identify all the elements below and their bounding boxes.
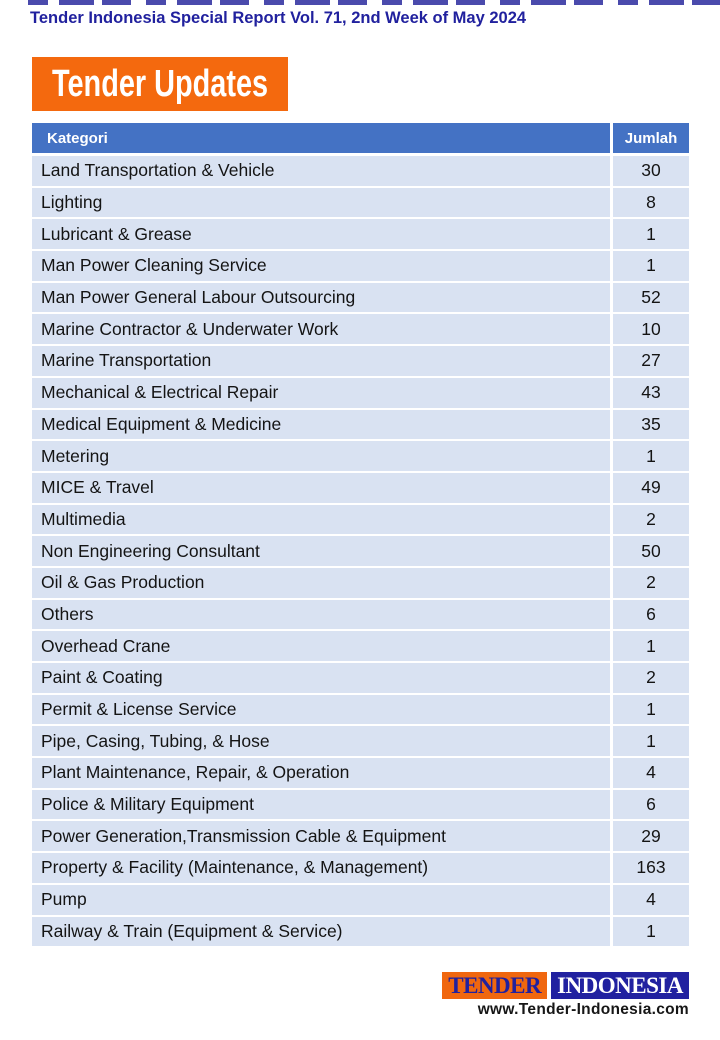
table-row [32,156,689,186]
category-cell: Lighting [32,188,610,218]
category-cell: MICE & Travel [32,473,610,503]
count-cell: 6 [613,790,689,820]
category-cell: Metering [32,441,610,471]
category-cell: Mechanical & Electrical Repair [32,378,610,408]
category-cell: Police & Military Equipment [32,790,610,820]
section-banner [32,57,288,111]
table-row [32,695,689,725]
count-cell: 2 [613,568,689,598]
category-cell: Plant Maintenance, Repair, & Operation [32,758,610,788]
logo-tender-box: TENDER [442,972,547,999]
table-row [32,726,689,756]
category-cell: Man Power Cleaning Service [32,251,610,281]
count-cell: 1 [613,917,689,947]
table-row [32,346,689,376]
count-cell: 4 [613,885,689,915]
table-row [32,917,689,947]
cropped-text-artifact [28,0,720,5]
count-cell: 29 [613,821,689,851]
count-cell: 2 [613,663,689,693]
count-cell: 50 [613,536,689,566]
table-row [32,378,689,408]
category-cell: Marine Contractor & Underwater Work [32,314,610,344]
column-header-kategori: Kategori [47,129,108,147]
website-url: www.Tender-Indonesia.com [477,1001,689,1018]
table-row [32,600,689,630]
count-cell: 163 [613,853,689,883]
table-row [32,219,689,249]
count-cell: 1 [613,695,689,725]
category-cell: Others [32,600,610,630]
count-cell: 43 [613,378,689,408]
count-cell: 52 [613,283,689,313]
count-cell: 2 [613,505,689,535]
category-cell: Railway & Train (Equipment & Service) [32,917,610,947]
count-cell: 1 [613,726,689,756]
count-cell: 1 [613,631,689,661]
table-row [32,441,689,471]
table-row [32,663,689,693]
category-cell: Medical Equipment & Medicine [32,410,610,440]
section-title: Tender Updates [52,62,269,105]
table-row [32,505,689,535]
table-row [32,790,689,820]
count-cell: 27 [613,346,689,376]
table-row [32,853,689,883]
tender-category-table [32,123,689,946]
table-row [32,758,689,788]
category-cell: Multimedia [32,505,610,535]
count-cell: 1 [613,441,689,471]
report-title: Tender Indonesia Special Report Vol. 71, 2nd Week of May 2024 [30,9,527,27]
category-cell: Property & Facility (Maintenance, & Management) [32,853,610,883]
table-row [32,821,689,851]
table-row [32,410,689,440]
count-cell: 1 [613,251,689,281]
category-cell: Marine Transportation [32,346,610,376]
table-row [32,188,689,218]
logo-indonesia-box: INDONESIA [551,972,689,999]
category-cell: Oil & Gas Production [32,568,610,598]
table-row [32,536,689,566]
count-cell: 30 [613,156,689,186]
category-cell: Paint & Coating [32,663,610,693]
count-cell: 6 [613,600,689,630]
table-body [32,156,689,946]
category-cell: Lubricant & Grease [32,219,610,249]
category-cell: Pipe, Casing, Tubing, & Hose [32,726,610,756]
table-row [32,568,689,598]
count-cell: 8 [613,188,689,218]
table-row [32,473,689,503]
table-row [32,283,689,313]
category-cell: Permit & License Service [32,695,610,725]
count-cell: 35 [613,410,689,440]
count-cell: 49 [613,473,689,503]
table-row [32,631,689,661]
table-row [32,885,689,915]
category-cell: Land Transportation & Vehicle [32,156,610,186]
category-cell: Overhead Crane [32,631,610,661]
count-cell: 4 [613,758,689,788]
category-cell: Man Power General Labour Outsourcing [32,283,610,313]
column-header-jumlah: Jumlah [624,129,678,147]
count-cell: 1 [613,219,689,249]
count-cell: 10 [613,314,689,344]
table-row [32,251,689,281]
category-cell: Non Engineering Consultant [32,536,610,566]
category-cell: Pump [32,885,610,915]
table-row [32,314,689,344]
tender-indonesia-logo [442,972,689,999]
category-cell: Power Generation,Transmission Cable & Equipment [32,821,610,851]
table-header-row [32,123,689,153]
